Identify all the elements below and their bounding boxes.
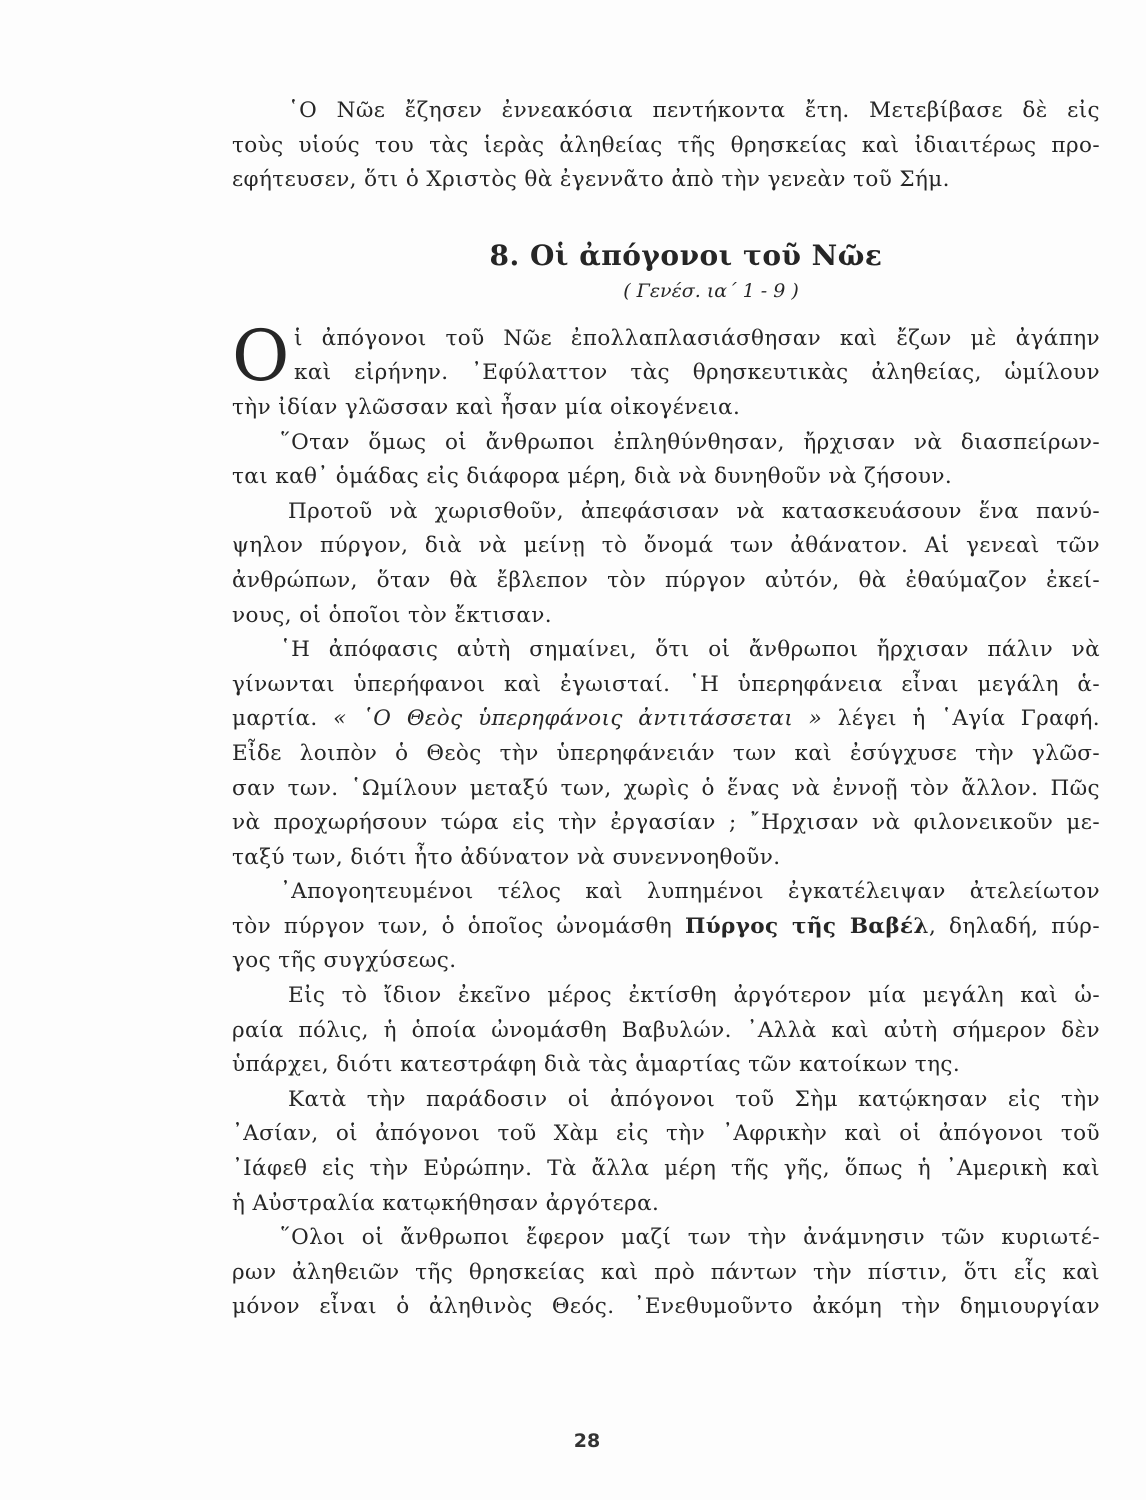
text-line: ὑπάρχει, διότι κατεστράφη διὰ τὰς ἁμαρτίας τῶν κατοίκων της. xyxy=(232,1052,961,1078)
text-line: ῞Ολοι οἱ ἄνθρωποι ἔφερον μαζί των τὴν ἀνάμνησιν τῶν κυριωτέ- xyxy=(280,1225,1100,1251)
text-line: ἱ ἀπόγονοι τοῦ Νῶε ἐπολλαπλασιάσθησαν καὶ ἔζων μὲ ἀγάπην xyxy=(294,325,1100,351)
text-span: λέγει ἡ ῾Αγία Γραφή. xyxy=(822,706,1100,732)
text-line: Προτοῦ νὰ χωρισθοῦν, ἀπεφάσισαν νὰ κατασκευάσουν ἕνα πανύ- xyxy=(288,498,1100,524)
text-line: γος τῆς συγχύσεως. xyxy=(232,948,457,974)
text-line: ῾Η ἀπόφασις αὐτὴ σημαίνει, ὅτι οἱ ἄνθρωποι ἤρχισαν πάλιν νὰ xyxy=(280,637,1100,663)
paragraph-1 xyxy=(232,314,1100,426)
intro-paragraph xyxy=(232,94,1100,198)
text-line: ἀνθρώπων, ὅταν θὰ ἔβλεπον τὸν πύργον αὐτόν, θὰ ἐθαύμαζον ἐκεί- xyxy=(232,567,1100,593)
paragraph-6 xyxy=(232,979,1100,1083)
text-line: ᾿Ιάφεθ εἰς τὴν Εὐρώπην. Τὰ ἄλλα μέρη τῆς γῆς, ὅπως ἡ ᾿Αμερικὴ καὶ xyxy=(232,1156,1100,1182)
text-line: γίνωνται ὑπερήφανοι καὶ ἐγωισταί. ῾Η ὑπερηφάνεια εἶναι μεγάλη ἁ- xyxy=(232,671,1100,697)
text-line: Κατὰ τὴν παράδοσιν οἱ ἀπόγονοι τοῦ Σὴμ κατῴκησαν εἰς τὴν xyxy=(288,1086,1100,1112)
text-line: καὶ εἰρήνην. ᾿Εφύλαττον τὰς θρησκευτικὰς ἀληθείας, ὡμίλουν xyxy=(294,360,1100,386)
section-reference: ( Γενέσ. ια΄ 1 - 9 ) xyxy=(623,279,799,302)
page-number: 28 xyxy=(573,1430,601,1452)
text-line: ῾Ο Νῶε ἔζησεν ἐννεακόσια πεντήκοντα ἔτη. Μετεβίβασε δὲ εἰς xyxy=(288,98,1100,123)
paragraph-2 xyxy=(232,426,1100,495)
text-line: Εἰς τὸ ἴδιον ἐκεῖνο μέρος ἐκτίσθη ἀργότερον μία μεγάλη καὶ ὡ- xyxy=(288,983,1100,1009)
paragraph-3 xyxy=(232,495,1100,633)
text-line: Εἶδε λοιπὸν ὁ Θεὸς τὴν ὑπερηφάνειάν των καὶ ἐσύγχυσε τὴν γλῶσ- xyxy=(232,740,1100,766)
text-line: ραία πόλις, ἡ ὁποία ὠνομάσθη Βαβυλών. ᾿Αλλὰ καὶ αὐτὴ σήμερον δὲν xyxy=(232,1017,1100,1043)
text-line: ἡ Αὐστραλία κατῳκήθησαν ἀργότερα. xyxy=(232,1190,660,1216)
drop-cap-letter: Ο xyxy=(232,314,290,397)
text-line: ψηλον πύργον, διὰ νὰ μείνῃ τὸ ὄνομά των ἀθάνατον. Αἱ γενεαὶ τῶν xyxy=(232,533,1100,559)
text-span: τὸν πύργον των, ὁ ὁποῖος ὠνομάσθη xyxy=(232,913,685,939)
text-line: ται καθ᾿ ὁμάδας εἰς διάφορα μέρη, διὰ νὰ δυνηθοῦν νὰ ζήσουν. xyxy=(232,464,953,490)
section-title: 8. Οἱ ἀπόγονοι τοῦ Νῶε xyxy=(489,238,883,272)
bold-term: Πύργος τῆς Βαβέλ xyxy=(684,913,929,939)
text-line: ᾿Απογοητευμένοι τέλος καὶ λυπημένοι ἐγκατέλειψαν ἀτελείωτον xyxy=(280,879,1100,905)
text-span: μαρτία. xyxy=(232,706,334,732)
text-line: νὰ προχωρήσουν τώρα εἰς τὴν ἐργασίαν ; ῎Ηρχισαν νὰ φιλονεικοῦν με- xyxy=(232,810,1100,836)
text-line xyxy=(232,910,1100,945)
text-span: , δηλαδή, πύρ- xyxy=(929,913,1101,939)
text-line: ταξύ των, διότι ἦτο ἀδύνατον νὰ συνεννοηθοῦν. xyxy=(232,844,781,870)
text-line: ρων ἀληθειῶν τῆς θρησκείας καὶ πρὸ πάντων τὴν πίστιν, ὅτι εἷς καὶ xyxy=(232,1259,1100,1285)
text-line: νους, οἱ ὁποῖοι τὸν ἔκτισαν. xyxy=(232,602,552,628)
text-line: ᾿Ασίαν, οἱ ἀπόγονοι τοῦ Χὰμ εἰς τὴν ᾿Αφρικὴν καὶ οἱ ἀπόγονοι τοῦ xyxy=(232,1121,1100,1147)
paragraph-8 xyxy=(232,1221,1100,1325)
text-line: τὴν ἰδίαν γλῶσσαν καὶ ἦσαν μία οἰκογένεια. xyxy=(232,394,741,420)
paragraph-7 xyxy=(232,1083,1100,1221)
text-line: τοὺς υἱούς του τὰς ἱερὰς ἀληθείας τῆς θρησκείας καὶ ἰδιαιτέρως προ- xyxy=(232,132,1100,158)
scripture-quote: « ῾Ο Θεὸς ὑπερηφάνοις ἀντιτάσσεται » xyxy=(333,706,823,732)
text-line: μόνον εἶναι ὁ ἀληθινὸς Θεός. ᾿Ενεθυμοῦντο ἀκόμη τὴν δημιουργίαν xyxy=(232,1294,1100,1320)
paragraph-4 xyxy=(232,633,1100,875)
paragraph-5 xyxy=(232,875,1100,979)
text-line: εφήτευσεν, ὅτι ὁ Χριστὸς θὰ ἐγεννᾶτο ἀπὸ τὴν γενεὰν τοῦ Σήμ. xyxy=(232,167,950,193)
text-line: σαν των. ῾Ωμίλουν μεταξύ των, χωρὶς ὁ ἕνας νὰ ἐννοῇ τὸν ἄλλον. Πῶς xyxy=(232,775,1100,801)
text-line xyxy=(232,702,1100,737)
page-text xyxy=(232,94,1100,1325)
text-line: ῞Οταν ὅμως οἱ ἄνθρωποι ἐπληθύνθησαν, ἤρχισαν νὰ διασπείρων- xyxy=(280,429,1100,455)
